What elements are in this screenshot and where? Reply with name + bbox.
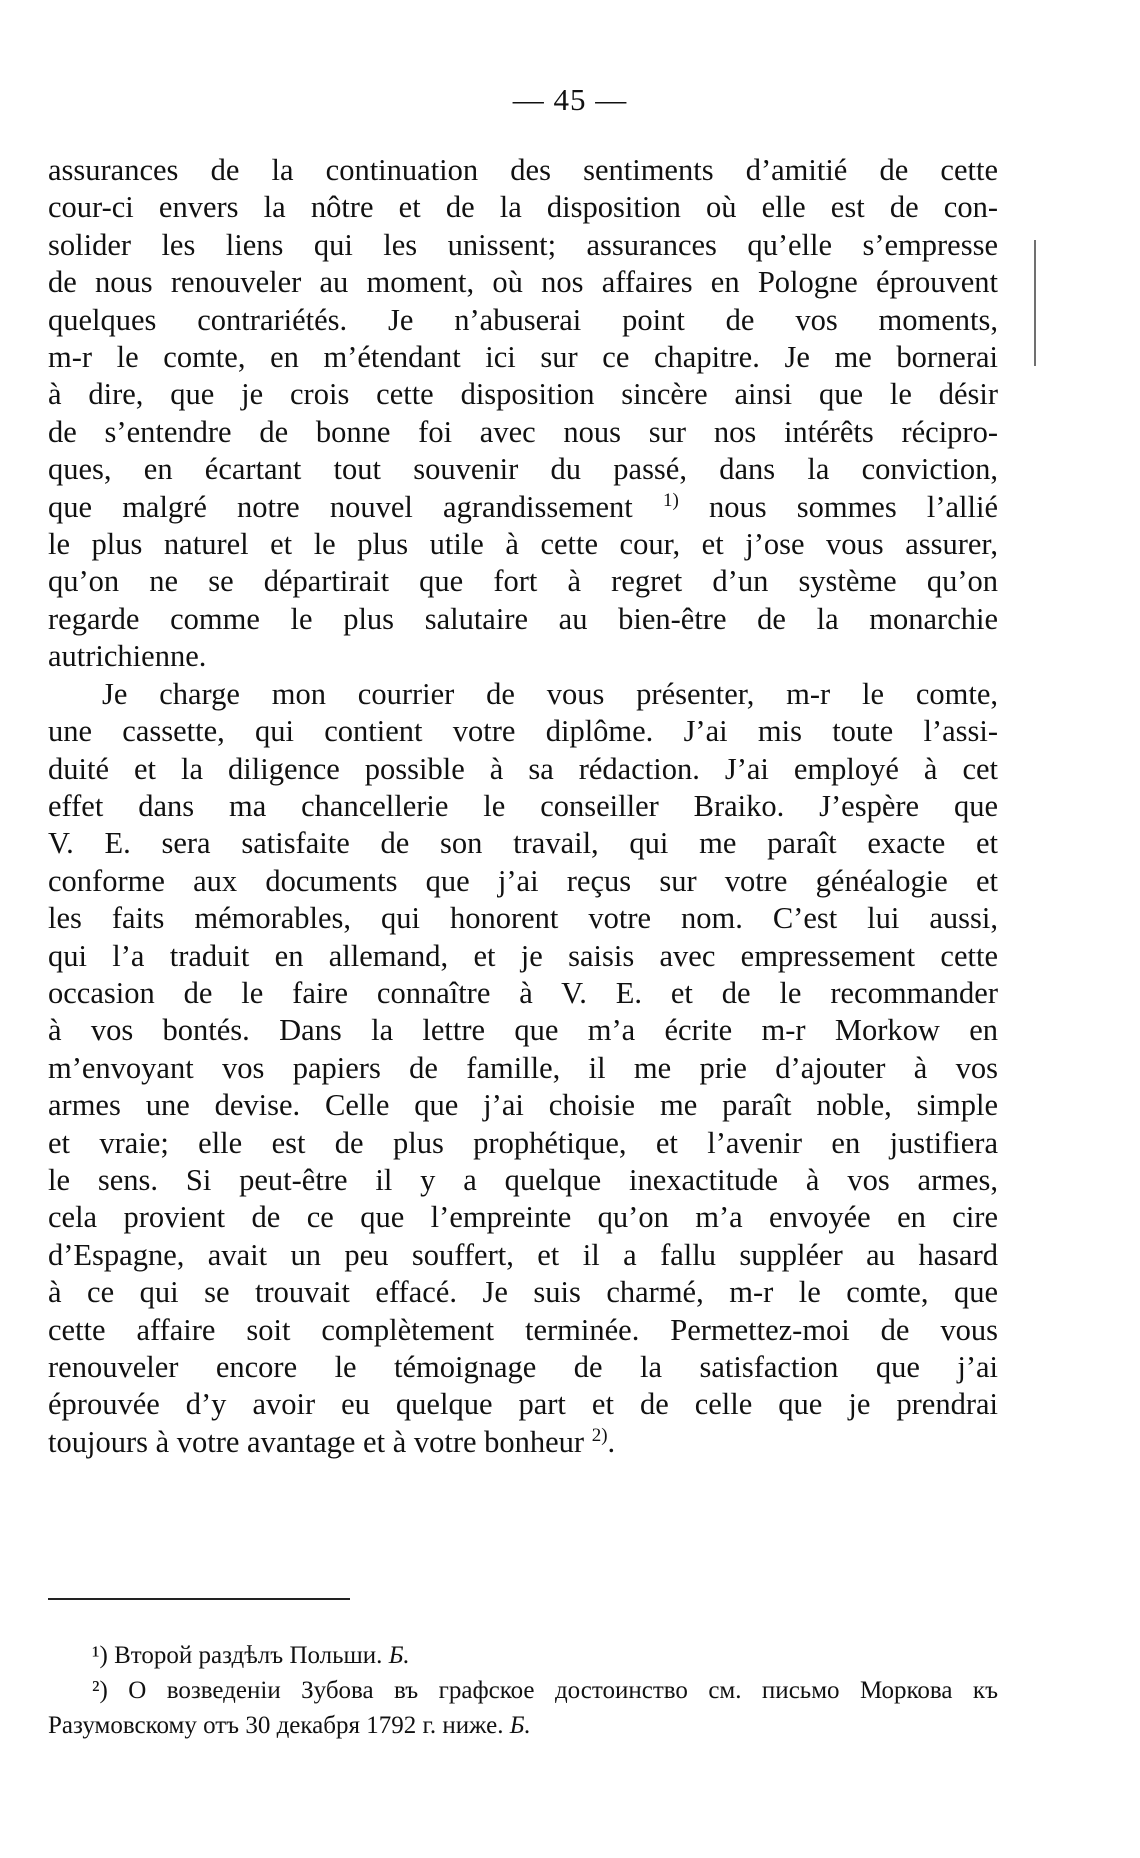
editor-mark: Б. [388, 1642, 410, 1669]
footnote-mark: ¹) [92, 1642, 108, 1669]
text-line: cette affaire soit complètement terminée. Permettez-moi de vous [48, 1312, 998, 1347]
text-line: autrichienne. [48, 639, 207, 674]
text-line: le sens. Si peut-être il y a quelque inexactitude à vos armes, [48, 1162, 998, 1197]
footnote-2-line-1 [48, 1673, 998, 1708]
text-line: m-r le comte, en m’étendant ici sur ce chapitre. Je me bornerai [48, 340, 998, 375]
footnote-text: Второй раздѣлъ Польши. [114, 1642, 383, 1669]
text-line: renouveler encore le témoignage de la satisfaction que j’ai [48, 1350, 998, 1384]
text-line: qu’on ne se départirait que fort à regret d’un système qu’on [48, 564, 998, 599]
footnote-ref-1: 1) [662, 489, 679, 511]
text-line: cela provient de ce que l’empreinte qu’on m’a envoyée en cire [48, 1200, 998, 1235]
footnote-2-line-2 [48, 1708, 998, 1743]
footnote-divider [48, 1598, 350, 1600]
text-line: d’Espagne, avait un peu souffert, et il a fallu suppléer au hasard [48, 1237, 998, 1272]
text-line: une cassette, qui contient votre diplôme. J’ai mis toute l’assi- [48, 714, 998, 749]
text-line: m’envoyant vos papiers de famille, il me prie d’ajouter à vos [48, 1050, 998, 1085]
text-segment: toujours à votre avantage et à votre bonheur [48, 1424, 585, 1459]
text-line: les faits mémorables, qui honorent votre nom. C’est lui aussi, [48, 901, 998, 936]
text-line: de nous renouveler au moment, où nos affaires en Pologne éprouvent [48, 265, 998, 300]
page-number: — 45 — [512, 82, 628, 117]
footnote-mark: ²) [92, 1677, 108, 1704]
end-punctuation: . [607, 1424, 616, 1459]
text-line: assurances de la continuation des sentiments d’amitié de cette [48, 153, 998, 187]
paragraph-1 [48, 152, 998, 676]
text-line: armes une devise. Celle que j’ai choisie me paraît noble, simple [48, 1088, 998, 1123]
text-line: cour-ci envers la nôtre et de la disposition où elle est de con- [48, 190, 998, 225]
paragraph-2 [48, 676, 998, 1462]
text-line: et vraie; elle est de plus prophétique, et l’avenir en justifiera [48, 1125, 998, 1160]
text-line: de s’entendre de bonne foi avec nous sur nos intérêts récipro- [48, 414, 998, 449]
text-segment: que malgré notre nouvel agrandissement [48, 489, 633, 524]
text-line-with-footnote [48, 489, 998, 526]
text-line: éprouvée d’y avoir eu quelque part et de celle que je prendrai [48, 1387, 998, 1422]
text-line: à dire, que je crois cette disposition sincère ainsi que le désir [48, 377, 998, 412]
text-line: V. E. sera satisfaite de son travail, qui me paraît exacte et [48, 826, 998, 861]
text-line: à vos bontés. Dans la lettre que m’a écrite m-r Morkow en [48, 1013, 998, 1048]
text-line: effet dans ma chancellerie le conseiller Braiko. J’espère que [48, 788, 998, 823]
footnotes [48, 1638, 998, 1743]
footnote-1 [48, 1638, 998, 1673]
text-line: à ce qui se trouvait effacé. Je suis charmé, m-r le comte, que [48, 1275, 998, 1310]
footnote-text: О возведеніи Зубова въ графское достоинство см. письмо Моркова къ [128, 1677, 999, 1704]
text-line: Je charge mon courrier de vous présenter, m-r le comte, [102, 676, 998, 711]
text-line: solider les liens qui les unissent; assurances qu’elle s’empresse [48, 227, 998, 262]
footnote-ref-2: 2) [591, 1424, 608, 1446]
text-line: regarde comme le plus salutaire au bien-être de la monarchie [48, 601, 998, 636]
text-line: duité et la diligence possible à sa rédaction. J’ai employé à cet [48, 751, 998, 786]
footnote-text: Разумовскому отъ 30 декабря 1792 г. ниже. [48, 1712, 504, 1739]
text-line: conforme aux documents que j’ai reçus sur votre généalogie et [48, 863, 998, 898]
text-line-with-footnote [48, 1424, 998, 1461]
body-text [48, 152, 998, 1461]
text-line: le plus naturel et le plus utile à cette cour, et j’ose vous assurer, [48, 527, 998, 562]
text-line: quelques contrariétés. Je n’abuserai point de vos moments, [48, 302, 998, 337]
text-line: occasion de le faire connaître à V. E. et de le recommander [48, 975, 998, 1010]
margin-mark [1034, 240, 1044, 366]
text-line: ques, en écartant tout souvenir du passé, dans la conviction, [48, 452, 998, 487]
text-segment: nous sommes l’allié [708, 489, 999, 524]
text-line: qui l’a traduit en allemand, et je saisis avec empressement cette [48, 938, 998, 973]
editor-mark: Б. [509, 1712, 531, 1739]
